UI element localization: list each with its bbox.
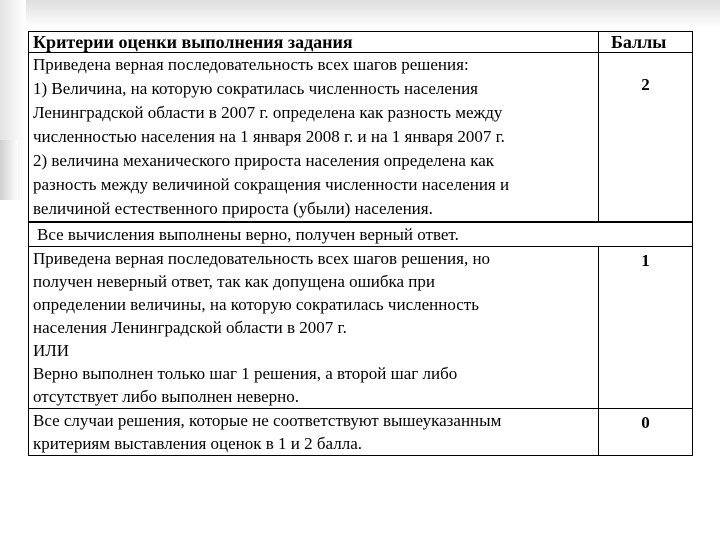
criteria-header: Критерии оценки выполнения задания (29, 32, 599, 53)
criteria-line: определении величины, на которую сократилась численность (33, 295, 479, 314)
table-row (29, 223, 693, 247)
criteria-line: Верно выполнен только шаг 1 решения, а второй шаг либо (33, 364, 458, 383)
all-calculations-correct-cell: Все вычисления выполнены верно, получен верный ответ. (29, 223, 693, 247)
table-row (29, 247, 693, 409)
points-header: Баллы (599, 32, 693, 53)
criteria-line: 2) величина механического прироста населения определена как (33, 151, 495, 170)
criteria-cell-score-0 (29, 409, 599, 456)
criteria-line: населения Ленинградской области в 2007 г. (33, 318, 347, 337)
table-row (29, 53, 693, 222)
criteria-line: отсутствует либо выполнен неверно. (33, 387, 300, 406)
table-row (29, 409, 693, 456)
table-header-row (29, 32, 693, 53)
criteria-cell-score-2 (29, 53, 599, 222)
criteria-line: величиной естественного прироста (убыли) населения. (33, 199, 433, 218)
criteria-line: Приведена верная последовательность всех шагов решения: (33, 55, 469, 74)
criteria-cell-score-1 (29, 247, 599, 409)
criteria-table-top (28, 31, 693, 222)
criteria-line: численностью населения на 1 января 2008 г. и на 1 января 2007 г. (33, 127, 505, 146)
criteria-line: 1) Величина, на которую сократилась численность населения (33, 79, 478, 98)
criteria-table-bottom (28, 222, 693, 456)
score-cell: 0 (599, 409, 693, 456)
score-cell: 1 (599, 247, 693, 409)
slide-background-accent (0, 140, 18, 200)
criteria-line: ИЛИ (33, 341, 70, 360)
criteria-line: получен неверный ответ, так как допущена ошибка при (33, 272, 435, 291)
criteria-line: Все случаи решения, которые не соответствуют вышеуказанным (33, 411, 502, 430)
score-cell: 2 (599, 53, 693, 222)
criteria-line: разность между величиной сокращения численности населения и (33, 175, 510, 194)
criteria-line: Ленинградской области в 2007 г. определена как разность между (33, 103, 503, 122)
criteria-line: Приведена верная последовательность всех шагов решения, но (33, 249, 491, 268)
criteria-line: критериям выставления оценок в 1 и 2 балла. (33, 434, 363, 453)
slide-background-top (0, 0, 720, 28)
